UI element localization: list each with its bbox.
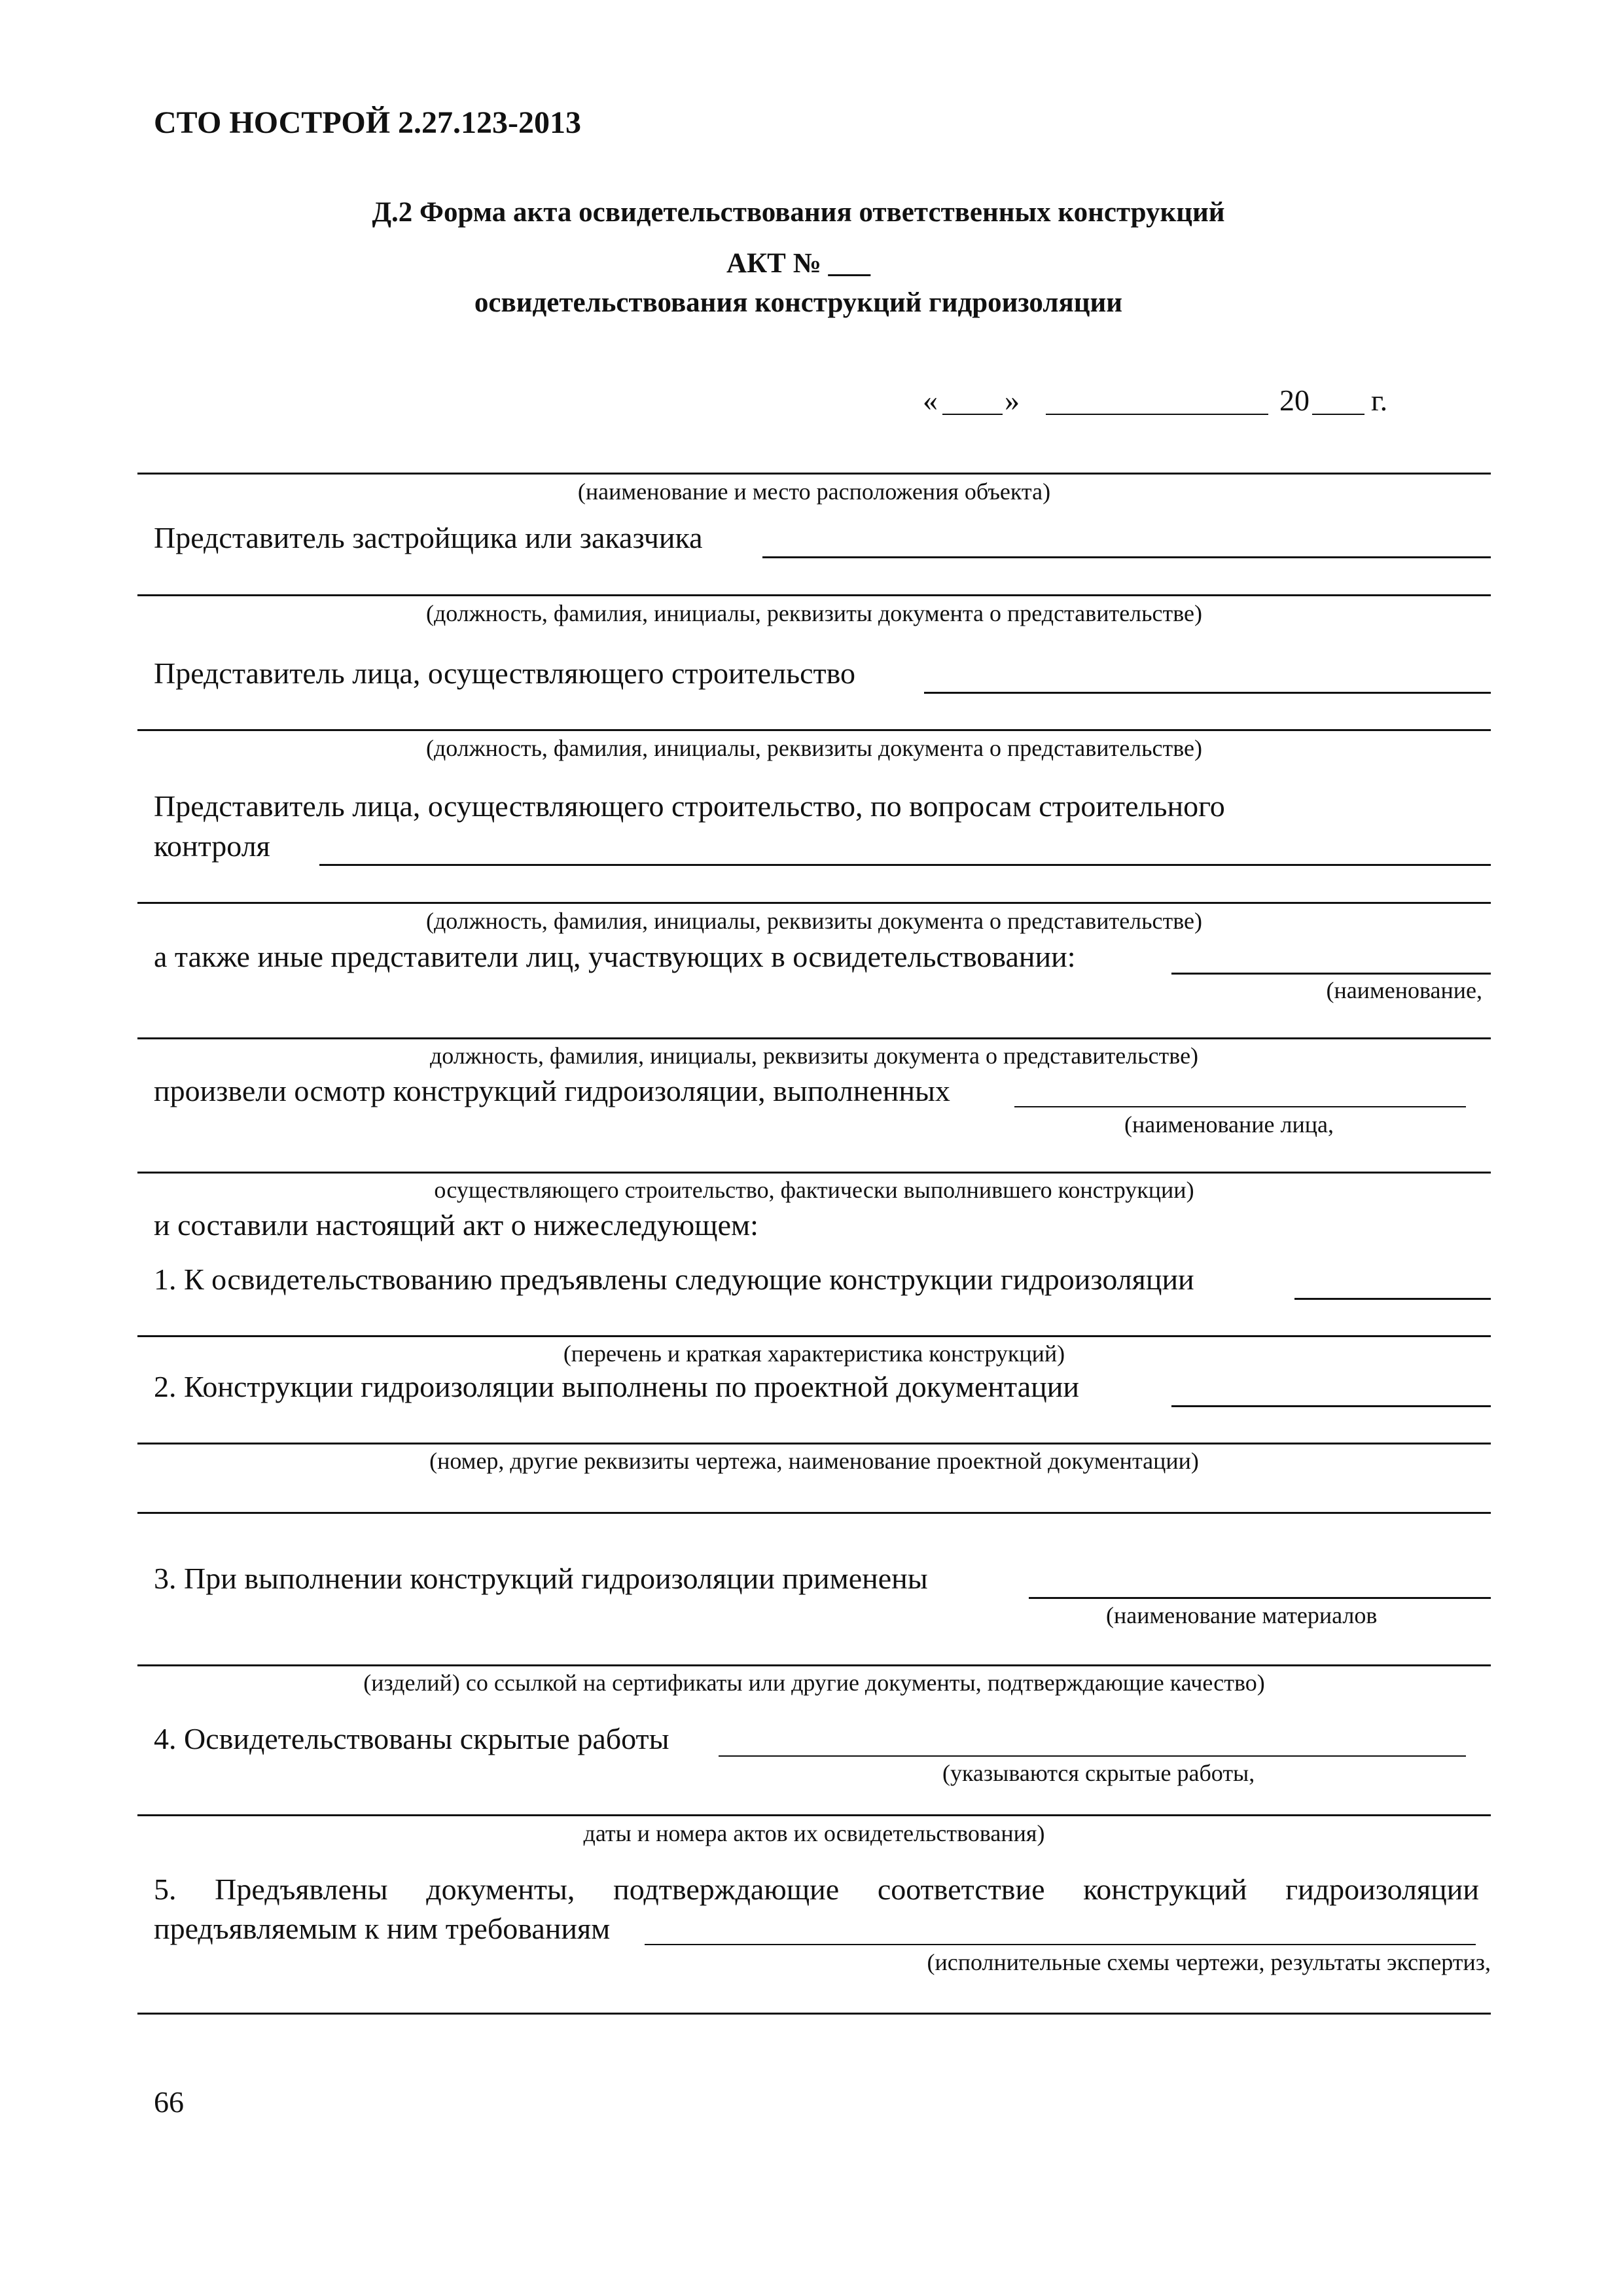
- date-year-suffix: г.: [1371, 384, 1388, 417]
- page-number: 66: [154, 2085, 184, 2119]
- item2-caption: (номер, другие реквизиты чертежа, наименование проектной документации): [429, 1448, 1199, 1474]
- control-label-line2: контроля: [154, 829, 270, 863]
- object-field[interactable]: [137, 473, 1491, 475]
- act-subtitle: освидетельствования конструкций гидроизоляции: [474, 287, 1123, 318]
- item2-field-cont[interactable]: [137, 1443, 1491, 1444]
- builder-label: Представитель лица, осуществляющего строительство: [154, 656, 856, 690]
- developer-field[interactable]: [762, 556, 1491, 558]
- item2-field[interactable]: [1171, 1405, 1491, 1407]
- item3-caption-line2: (изделий) со ссылкой на сертификаты или другие документы, подтверждающие качество): [363, 1670, 1265, 1696]
- item4-caption-line1: (указываются скрытые работы,: [942, 1760, 1255, 1786]
- others-label: а также иные представители лиц, участвующих в освидетельствовании:: [154, 940, 1076, 973]
- item5-label-line1: 5. Предъявлены документы, подтверждающие соответствие конструкций гидроизоляции: [154, 1873, 1479, 1906]
- date-year-field[interactable]: [1312, 414, 1364, 415]
- developer-label: Представитель застройщика или заказчика: [154, 521, 703, 554]
- control-label-line1: Представитель лица, осуществляющего строительство, по вопросам строительного: [154, 789, 1225, 823]
- date-day-field[interactable]: [942, 414, 1003, 415]
- inspected-field[interactable]: [1014, 1106, 1466, 1107]
- item5-field-cont[interactable]: [137, 2013, 1491, 2015]
- item2-field-extra[interactable]: [137, 1512, 1491, 1514]
- item2-label: 2. Конструкции гидроизоляции выполнены по проектной документации: [154, 1370, 1079, 1403]
- standard-code: СТО НОСТРОЙ 2.27.123-2013: [154, 105, 582, 140]
- section-title: Д.2 Форма акта освидетельствования ответственных конструкций: [372, 197, 1225, 228]
- item4-label: 4. Освидетельствованы скрытые работы: [154, 1722, 669, 1755]
- date-month-field[interactable]: [1046, 414, 1268, 415]
- compiled-label: и составили настоящий акт о нижеследующем:: [154, 1208, 758, 1242]
- builder-field-cont[interactable]: [137, 729, 1491, 731]
- inspected-field-cont[interactable]: [137, 1172, 1491, 1174]
- developer-caption: (должность, фамилия, инициалы, реквизиты документа о представительстве): [425, 600, 1203, 626]
- item1-field[interactable]: [1294, 1298, 1491, 1300]
- act-title: АКТ № ___: [726, 248, 871, 279]
- item1-label: 1. К освидетельствованию предъявлены следующие конструкции гидроизоляции: [154, 1263, 1194, 1296]
- item5-field[interactable]: [645, 1944, 1476, 1945]
- item1-caption: (перечень и краткая характеристика конструкций): [563, 1340, 1065, 1367]
- object-caption: (наименование и место расположения объекта): [577, 478, 1051, 505]
- date-close-quote: »: [1005, 384, 1020, 417]
- others-field-cont[interactable]: [137, 1037, 1491, 1039]
- item3-field[interactable]: [1029, 1597, 1491, 1599]
- builder-field[interactable]: [924, 692, 1491, 694]
- control-caption: (должность, фамилия, инициалы, реквизиты документа о представительстве): [425, 908, 1203, 934]
- item3-label: 3. При выполнении конструкций гидроизоляции применены: [154, 1562, 928, 1595]
- item3-field-cont[interactable]: [137, 1664, 1491, 1666]
- developer-field-cont[interactable]: [137, 594, 1491, 596]
- control-field[interactable]: [319, 864, 1491, 866]
- inspected-caption-line2: осуществляющего строительство, фактически выполнившего конструкции): [434, 1177, 1194, 1203]
- item5-label-line2: предъявляемым к ним требованиям: [154, 1912, 611, 1945]
- item4-caption-line2: даты и номера актов их освидетельствования): [583, 1820, 1045, 1846]
- item4-field-cont[interactable]: [137, 1814, 1491, 1816]
- item5-caption: (исполнительные схемы чертежи, результаты экспертиз,: [927, 1949, 1491, 1975]
- others-field[interactable]: [1171, 973, 1491, 975]
- item1-field-cont[interactable]: [137, 1335, 1491, 1337]
- inspected-caption-line1: (наименование лица,: [1124, 1111, 1334, 1138]
- inspected-label: произвели осмотр конструкций гидроизоляции, выполненных: [154, 1074, 950, 1107]
- others-caption-line1: (наименование,: [1326, 977, 1482, 1003]
- control-field-cont[interactable]: [137, 902, 1491, 904]
- date-year-prefix: 20: [1279, 384, 1310, 417]
- builder-caption: (должность, фамилия, инициалы, реквизиты документа о представительстве): [425, 735, 1203, 761]
- others-caption-line2: должность, фамилия, инициалы, реквизиты документа о представительстве): [429, 1043, 1199, 1069]
- item3-caption-line1: (наименование материалов: [1106, 1602, 1378, 1628]
- item4-field[interactable]: [719, 1755, 1466, 1757]
- date-open-quote: «: [923, 384, 938, 417]
